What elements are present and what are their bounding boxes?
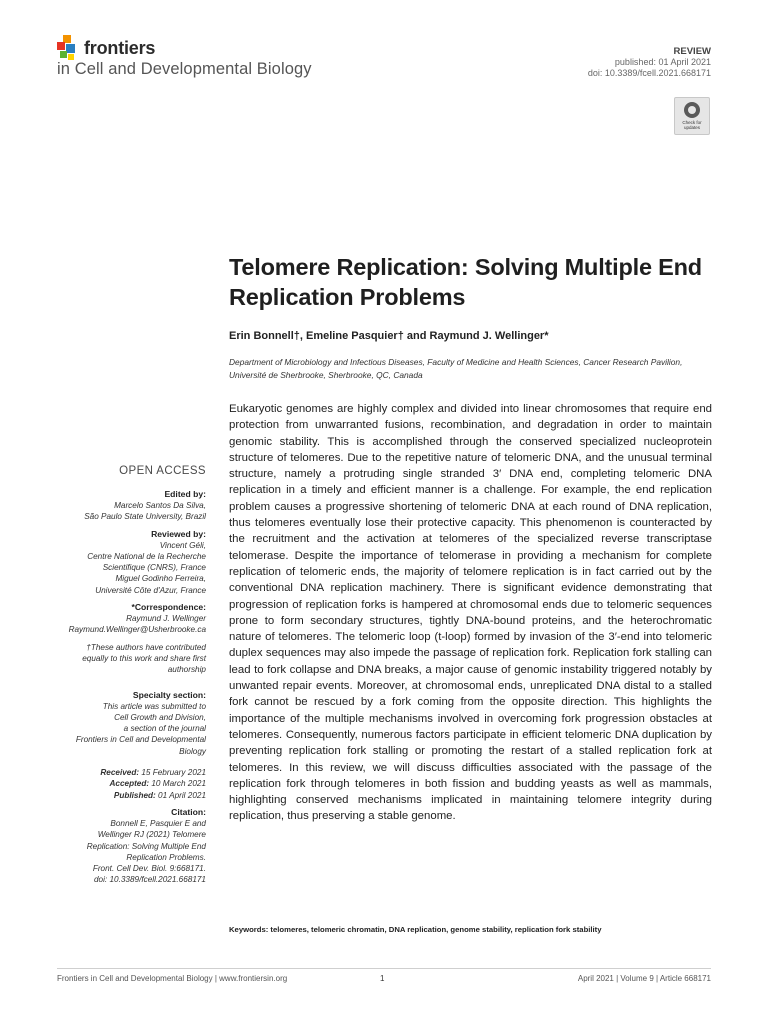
received-value: 15 February 2021 — [141, 768, 206, 778]
specialty-line: This article was submitted to — [102, 701, 206, 711]
accepted-label: Accepted: — [109, 779, 150, 789]
check-for-updates-badge[interactable] — [674, 97, 710, 135]
open-access-label: OPEN ACCESS — [119, 465, 206, 477]
citation-line: Bonnell E, Pasquier E and — [110, 818, 206, 828]
citation-label: Citation: — [171, 806, 206, 817]
citation-line: Wellinger RJ (2021) Telomere — [97, 830, 206, 840]
reviewer-line[interactable]: Vincent Géli, — [159, 540, 206, 550]
reviewer-line: Université Côte d'Azur, France — [95, 585, 206, 595]
footer-divider — [57, 968, 711, 969]
affiliation: Department of Microbiology and Infectious Diseases, Faculty of Medicine and Health Sciences, Cancer Research Pavilion, Université de Sherbrooke, Sherbrooke, QC, Canada — [229, 357, 683, 380]
logo-square-orange — [63, 35, 71, 43]
abstract-text: Eukaryotic genomes are highly complex and divided into linear chromosomes that require end protection from unwarranted fusions, recombination, and degradation in order to maintain genomic stability. This is accomplished through the conserved specialized nucleoprotein structure of telomeres. Due to the repetitive nature of telomeric DNA, and the unusual terminal structure, namely a protruding single stranded 3′ DNA end, completing telomeric DNA replication in a timely and efficient manner is a challenge. For example, the end replication problem causes a progressive shortening of telomeric DNA at each round of DNA replication, thus telomeres eventually lose their protective capacity. This phenomenon is counteracted by the recruitment and the activation at telomeres of the specialized reverse transcriptase telomerase. Despite the importance of telomerase in providing a mechanism for complete replication of telomeric ends, the majority of telomere replication is in fact carried out by the conventional DNA replication machinery. There is significant evidence demonstrating that progression of replication forks is hampered at chromosomal ends due to telomeric sequences prone to form secondary structures, tightly DNA-bound proteins, and the heterochromatic nature of telomeres. The telomeric loop (t-loop) formed by invasion of the 3′-end into telomeric duplex sequences may also impede the passage of replication fork. Replication fork stalling can lead to fork collapse and DNA breaks, a major cause of genomic instability triggered notably by unwanted repair events. Moreover, at chromosomal ends, unreplicated DNA distal to a stalled fork cannot be rescued by a fork coming from the opposite direction. This highlights the importance of the multiple mechanisms involved in overcoming fork progression obstacles at telomeres. Consequently, numerous factors participate in efficient telomeric DNA duplication by preventing replication fork stalling or promoting the restart of a stalled replication fork at telomeres. In this review, we will discuss difficulties associated with the passage of the replication fork through telomeres in both fission and budding yeasts as well as mammals, highlighting conserved mechanisms implicated in maintaining telomere integrity during replication, thus preserving a stable genome. — [229, 403, 712, 823]
logo-square-green — [60, 51, 67, 58]
author-list: Erin Bonnell†, Emeline Pasquier† and Raymund J. Wellinger* — [229, 330, 549, 342]
doi-link[interactable]: doi: 10.3389/fcell.2021.668171 — [587, 68, 711, 78]
published-date-sidebar — [36, 790, 206, 801]
correspondence-email[interactable]: Raymund.Wellinger@Usherbrooke.ca — [68, 625, 206, 635]
journal-name[interactable]: in Cell and Developmental Biology — [57, 60, 312, 78]
received-label: Received: — [100, 768, 140, 778]
equal-contribution-note: authorship — [167, 665, 206, 675]
footer-issue-info: April 2021 | Volume 9 | Article 668171 — [577, 974, 711, 983]
specialty-section-label: Specialty section: — [132, 689, 206, 700]
published-label: Published: — [113, 790, 156, 800]
citation-line: Replication: Solving Multiple End — [86, 841, 206, 851]
reviewed-by-label: Reviewed by: — [151, 528, 206, 539]
brand-name[interactable]: frontiers — [84, 38, 156, 58]
correspondence-label: *Correspondence: — [131, 602, 206, 613]
accepted-date — [36, 778, 206, 789]
reviewer-line[interactable]: Miguel Godinho Ferreira, — [115, 574, 206, 584]
equal-contribution-note: †These authors have contributed — [86, 642, 206, 652]
editor-name[interactable]: Marcelo Santos Da Silva, — [114, 501, 206, 510]
received-date — [36, 767, 206, 778]
specialty-line: Biology — [179, 746, 206, 756]
reviewer-line: Scientifique (CNRS), France — [102, 563, 206, 573]
article-info-sidebar — [36, 465, 206, 886]
citation-line: Front. Cell Dev. Biol. 9:668171. — [92, 864, 206, 874]
published-date: published: 01 April 2021 — [614, 57, 711, 67]
reviewer-line: Centre National de la Recherche — [87, 551, 206, 561]
article-title: Telomere Replication: Solving Multiple End Replication Problems — [229, 254, 702, 310]
correspondence-name: Raymund J. Wellinger — [126, 614, 206, 624]
page-number: 1 — [380, 974, 385, 983]
frontiers-logo-icon — [57, 35, 79, 63]
badge-label: Check for updates — [682, 120, 702, 130]
logo-square-red — [57, 42, 65, 50]
citation-line: Replication Problems. — [126, 852, 206, 862]
specialty-line: a section of the journal — [123, 724, 206, 734]
update-icon — [684, 102, 700, 118]
specialty-line: Cell Growth and Division, — [114, 712, 206, 722]
article-meta — [588, 46, 711, 79]
equal-contribution-note: equally to this work and share first — [82, 653, 206, 663]
specialty-line: Frontiers in Cell and Developmental — [75, 735, 206, 745]
keywords: Keywords: telomeres, telomeric chromatin, DNA replication, genome stability, replication fork stability — [229, 925, 602, 934]
footer-journal-link[interactable]: Frontiers in Cell and Developmental Biology | www.frontiersin.org — [57, 974, 288, 983]
citation-doi[interactable]: doi: 10.3389/fcell.2021.668171 — [94, 875, 206, 885]
published-value: 01 April 2021 — [158, 790, 206, 800]
edited-by-label: Edited by: — [164, 489, 206, 499]
accepted-value: 10 March 2021 — [151, 779, 206, 789]
logo-square-blue — [66, 44, 75, 53]
editor-affiliation: São Paulo State University, Brazil — [84, 512, 206, 522]
article-type: REVIEW — [673, 46, 711, 57]
